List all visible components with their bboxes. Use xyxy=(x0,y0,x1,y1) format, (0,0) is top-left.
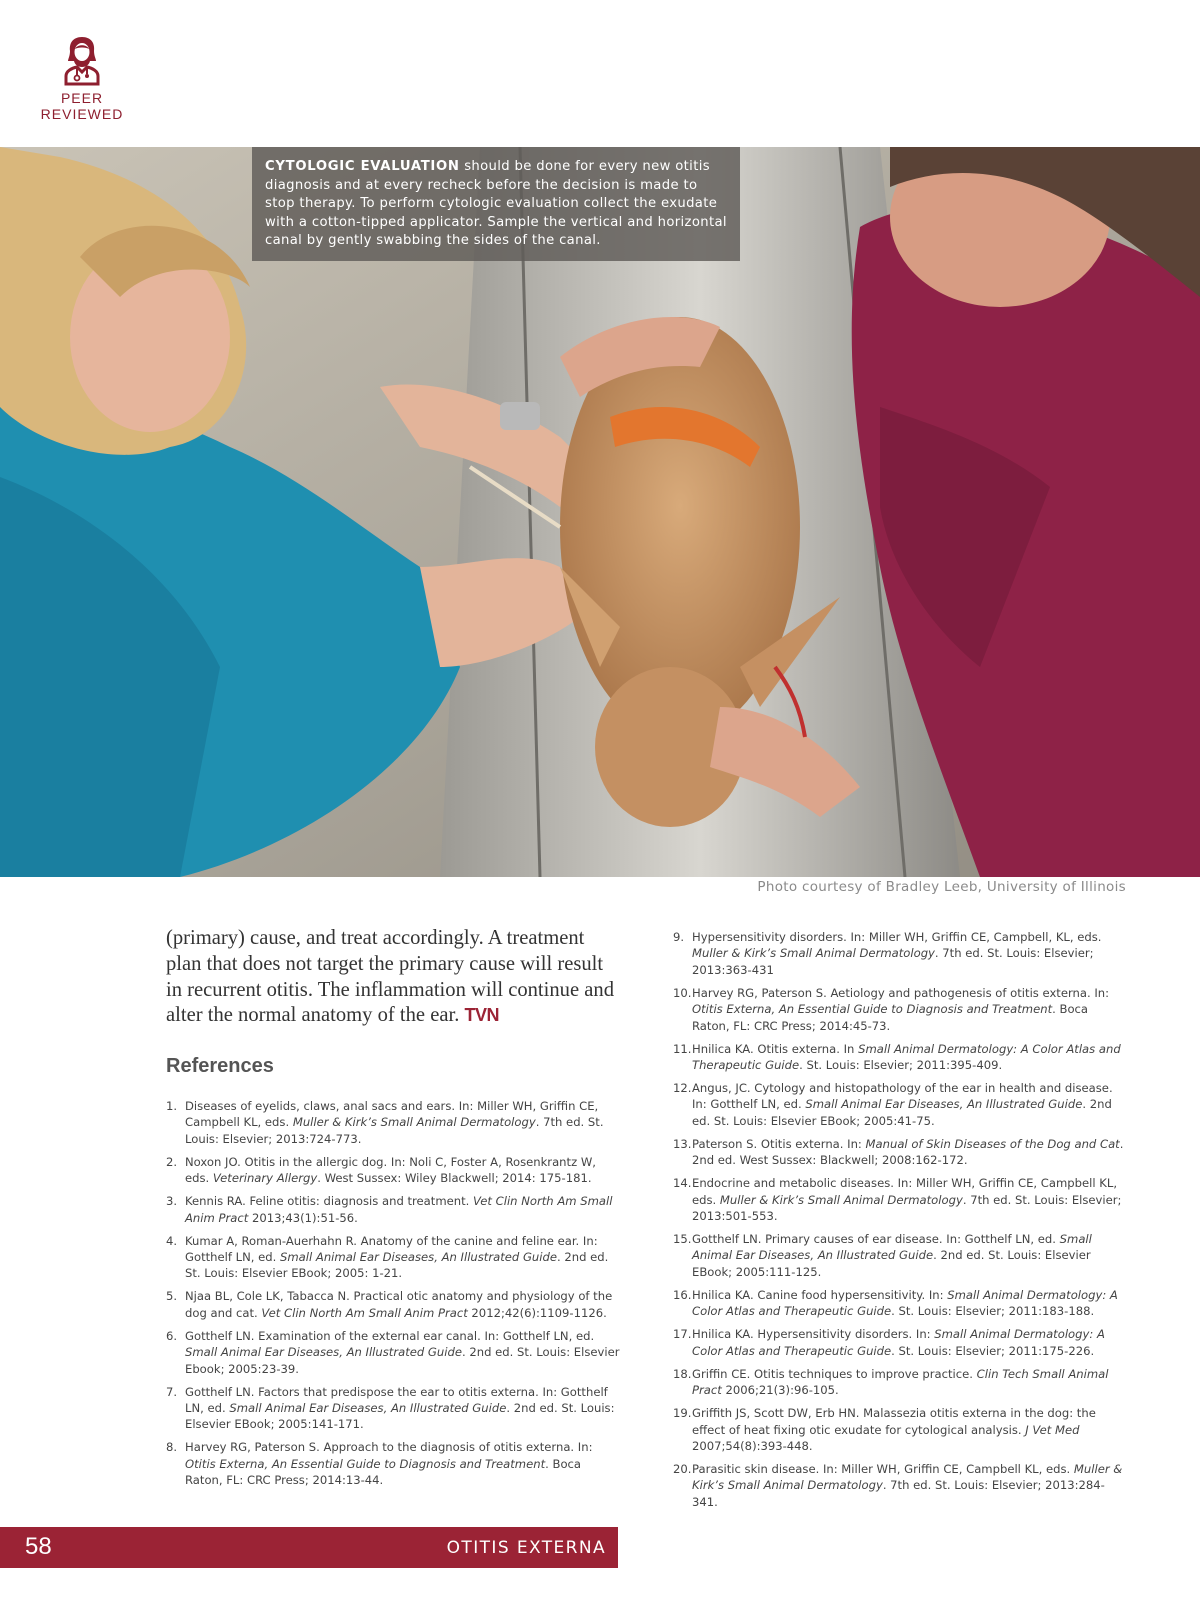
reference-text: Parasitic skin disease. In: Miller WH, Griffin CE, Campbell KL, eds. xyxy=(692,1461,1074,1476)
reference-item xyxy=(673,929,1128,978)
reference-item xyxy=(673,1080,1128,1129)
reference-text: 2007;54(8):393-448. xyxy=(692,1438,813,1453)
reference-number: 3. xyxy=(166,1194,178,1209)
reference-source-title: Manual of Skin Diseases of the Dog and Cat xyxy=(865,1136,1120,1151)
reference-number: 7. xyxy=(166,1384,178,1399)
peer-reviewed-badge xyxy=(32,34,132,122)
reference-text: . 2nd ed. St. Louis: Elsevier Ebook; 2005:23-39. xyxy=(185,1345,620,1376)
reference-item xyxy=(166,1439,621,1488)
reference-number: 14. xyxy=(673,1176,692,1191)
reference-text: Njaa BL, Cole LK, Tabacca N. Practical otic anatomy and physiology of the dog and cat. xyxy=(185,1289,613,1320)
reference-number: 10. xyxy=(673,985,692,1000)
reference-number: 15. xyxy=(673,1232,692,1247)
reference-source-title: Veterinary Allergy xyxy=(212,1171,318,1186)
tvn-end-mark: TVN xyxy=(464,1005,499,1026)
reference-source-title: Clin Tech Small Animal Pract xyxy=(692,1366,1109,1398)
reference-text: Gotthelf LN. Examination of the external ear canal. In: Gotthelf LN, ed. xyxy=(185,1328,595,1343)
reference-item xyxy=(673,1461,1128,1510)
reference-item xyxy=(166,1328,621,1377)
reference-item xyxy=(166,1154,621,1187)
reference-source-title: Small Animal Ear Diseases, An Illustrated Guide xyxy=(692,1232,1092,1263)
reference-text: . West Sussex: Wiley Blackwell; 2014: 175-181. xyxy=(317,1171,592,1186)
reference-number: 2. xyxy=(166,1154,178,1169)
reference-number: 17. xyxy=(673,1327,692,1342)
references-list-right xyxy=(673,929,1128,1517)
reference-text: 2013;43(1):51-56. xyxy=(248,1210,358,1225)
reference-number: 11. xyxy=(673,1041,692,1056)
reference-source-title: Vet Clin North Am Small Anim Pract xyxy=(185,1194,613,1225)
reference-text: 2006;21(3):96-105. xyxy=(721,1383,839,1398)
reference-source-title: Small Animal Ear Diseases, An Illustrated Guide xyxy=(229,1401,507,1416)
reference-source-title: Muller & Kirk’s Small Animal Dermatology xyxy=(292,1115,536,1130)
reference-text: . 7th ed. St. Louis: Elsevier; 2013:724-773. xyxy=(185,1115,604,1146)
reference-text: 2012;42(6):1109-1126. xyxy=(467,1305,607,1320)
reference-item xyxy=(673,985,1128,1034)
reference-text: . 7th ed. St. Louis: Elsevier; 2013:363-431 xyxy=(692,946,1094,977)
reference-text: Harvey RG, Paterson S. Aetiology and pathogenesis of otitis externa. In: xyxy=(692,985,1110,1000)
reference-item xyxy=(673,1041,1128,1074)
reference-number: 9. xyxy=(673,930,685,944)
reference-item xyxy=(166,1193,621,1226)
reference-text: Gotthelf LN. Primary causes of ear disease. In: Gotthelf LN, ed. xyxy=(692,1232,1060,1247)
reference-source-title: Muller & Kirk’s Small Animal Dermatology xyxy=(719,1192,963,1207)
section-title: OTITIS EXTERNA xyxy=(446,1538,606,1558)
reference-item xyxy=(673,1287,1128,1320)
reference-text: . 2nd ed. St. Louis: Elsevier EBook; 2005: 1-21. xyxy=(185,1250,609,1281)
reference-text: Paterson S. Otitis externa. In: xyxy=(692,1136,866,1151)
reference-number: 8. xyxy=(166,1440,178,1455)
reference-item xyxy=(166,1233,621,1282)
reference-number: 18. xyxy=(673,1366,692,1381)
reference-item xyxy=(673,1136,1128,1169)
reference-source-title: Otitis Externa, An Essential Guide to Diagnosis and Treatment xyxy=(185,1456,546,1471)
reference-text: Hnilica KA. Canine food hypersensitivity. In: xyxy=(692,1287,948,1302)
references-heading: References xyxy=(166,1055,274,1077)
reference-source-title: Muller & Kirk’s Small Animal Dermatology xyxy=(692,1461,1123,1493)
reference-item xyxy=(166,1384,621,1433)
reference-number: 16. xyxy=(673,1287,692,1302)
reference-text: Griffin CE. Otitis techniques to improve practice. xyxy=(692,1366,977,1381)
reference-text: Griffith JS, Scott DW, Erb HN. Malassezia otitis externa in the dog: the effect of heat fixing otic exudate for cytological analysis. xyxy=(692,1406,1096,1437)
reference-text: . 2nd ed. St. Louis: Elsevier EBook; 2005:41-75. xyxy=(692,1097,1112,1128)
reference-text: Noxon JO. Otitis in the allergic dog. In: Noli C, Foster A, Rosenkrantz W, eds. xyxy=(185,1154,596,1186)
reference-source-title: Small Animal Ear Diseases, An Illustrated Guide xyxy=(805,1097,1083,1112)
reference-text: . 2nd ed. St. Louis: Elsevier EBook; 2005:111-125. xyxy=(692,1248,1091,1279)
reference-source-title: J Vet Med xyxy=(1025,1422,1080,1437)
reference-item xyxy=(673,1366,1128,1399)
reference-text: . St. Louis: Elsevier; 2011:183-188. xyxy=(891,1304,1095,1319)
reference-text: Endocrine and metabolic diseases. In: Miller WH, Griffin CE, Campbell KL, eds. xyxy=(692,1176,1118,1207)
reference-number: 19. xyxy=(673,1406,692,1421)
reference-source-title: Muller & Kirk’s Small Animal Dermatology xyxy=(692,946,935,961)
body-text: (primary) cause, and treat accordingly. A treatment plan that does not target the primary cause will result in recurrent otitis. The inflammation will continue and alter the normal anatomy of the ear. xyxy=(166,927,614,1027)
reference-text: Diseases of eyelids, claws, anal sacs and ears. In: Miller WH, Griffin CE, Campbell KL, eds. xyxy=(185,1099,599,1130)
reference-number: 6. xyxy=(166,1328,178,1343)
caption-text: should be done for every new otitis diagnosis and at every recheck before the decision is made to stop therapy. To perform cytologic evaluation collect the exudate with a cotton-tipped applicator. Sample the vertical and horizontal canal by gently swabbing the sides of the canal. xyxy=(265,159,727,249)
reference-number: 5. xyxy=(166,1289,178,1304)
body-paragraph xyxy=(166,926,616,1029)
page-footer xyxy=(0,1527,618,1568)
reference-text: Angus, JC. Cytology and histopathology of the ear in health and disease. In: Gotthelf LN, ed. xyxy=(692,1081,1113,1112)
reference-number: 4. xyxy=(166,1233,178,1248)
reference-text: Kennis RA. Feline otitis: diagnosis and treatment. xyxy=(185,1194,474,1209)
references-list-left xyxy=(166,1098,621,1495)
photo-caption xyxy=(252,147,740,261)
hero-photo xyxy=(0,147,1200,877)
reference-source-title: Small Animal Dermatology: A Color Atlas and Therapeutic Guide xyxy=(692,1327,1105,1358)
reference-text: . 2nd ed. West Sussex: Blackwell; 2008:162-172. xyxy=(692,1136,1124,1168)
reference-text: . St. Louis: Elsevier; 2011:395-409. xyxy=(799,1058,1003,1073)
reference-number: 12. xyxy=(673,1081,692,1096)
reference-text: . 7th ed. St. Louis: Elsevier; 2013:284-341. xyxy=(692,1478,1105,1509)
badge-line-1: PEER xyxy=(60,90,104,106)
reference-number: 1. xyxy=(166,1099,178,1113)
reference-text: . 2nd ed. St. Louis: Elsevier EBook; 2005:141-171. xyxy=(185,1401,615,1432)
badge-line-2: REVIEWED xyxy=(40,106,124,122)
reference-text: . Boca Raton, FL: CRC Press; 2014:45-73. xyxy=(692,1002,1089,1033)
reference-source-title: Vet Clin North Am Small Anim Pract xyxy=(261,1305,468,1320)
reference-item xyxy=(673,1175,1128,1224)
reference-item xyxy=(166,1288,621,1321)
reference-text: . Boca Raton, FL: CRC Press; 2014:13-44. xyxy=(185,1456,582,1488)
photo-credit: Photo courtesy of Bradley Leeb, University of Illinois xyxy=(757,879,1126,895)
reference-item xyxy=(673,1231,1128,1280)
caption-bold: CYTOLOGIC EVALUATION xyxy=(265,159,460,174)
reference-text: Hnilica KA. Hypersensitivity disorders. In: xyxy=(692,1327,935,1342)
reference-text: Kumar A, Roman-Auerhahn R. Anatomy of the canine and feline ear. In: Gotthelf LN, ed. xyxy=(185,1233,598,1265)
reference-source-title: Otitis Externa, An Essential Guide to Diagnosis and Treatment xyxy=(692,1002,1053,1017)
reference-source-title: Small Animal Ear Diseases, An Illustrated Guide xyxy=(185,1345,462,1360)
reference-text: Harvey RG, Paterson S. Approach to the diagnosis of otitis externa. In: xyxy=(185,1440,593,1455)
reference-item xyxy=(673,1326,1128,1359)
reference-number: 20. xyxy=(673,1461,692,1476)
reference-source-title: Small Animal Dermatology: A Color Atlas and Therapeutic Guide xyxy=(692,1041,1121,1073)
reference-text: . 7th ed. St. Louis: Elsevier; 2013:501-553. xyxy=(692,1192,1122,1224)
reference-number: 13. xyxy=(673,1136,692,1151)
reference-source-title: Small Animal Ear Diseases, An Illustrated Guide xyxy=(280,1250,557,1265)
page-number: 58 xyxy=(25,1533,52,1560)
reference-text: . St. Louis: Elsevier; 2011:175-226. xyxy=(891,1343,1095,1358)
reference-item xyxy=(673,1405,1128,1454)
reference-text: Gotthelf LN. Factors that predispose the ear to otitis externa. In: Gotthelf LN, ed. xyxy=(185,1384,608,1416)
reference-source-title: Small Animal Dermatology: A Color Atlas and Therapeutic Guide xyxy=(692,1287,1118,1319)
reference-item xyxy=(166,1098,621,1147)
reference-text: Hnilica KA. Otitis externa. In xyxy=(692,1041,859,1056)
doctor-icon xyxy=(32,34,132,86)
reference-text: Hypersensitivity disorders. In: Miller WH, Griffin CE, Campbell, KL, eds. xyxy=(692,930,1102,944)
